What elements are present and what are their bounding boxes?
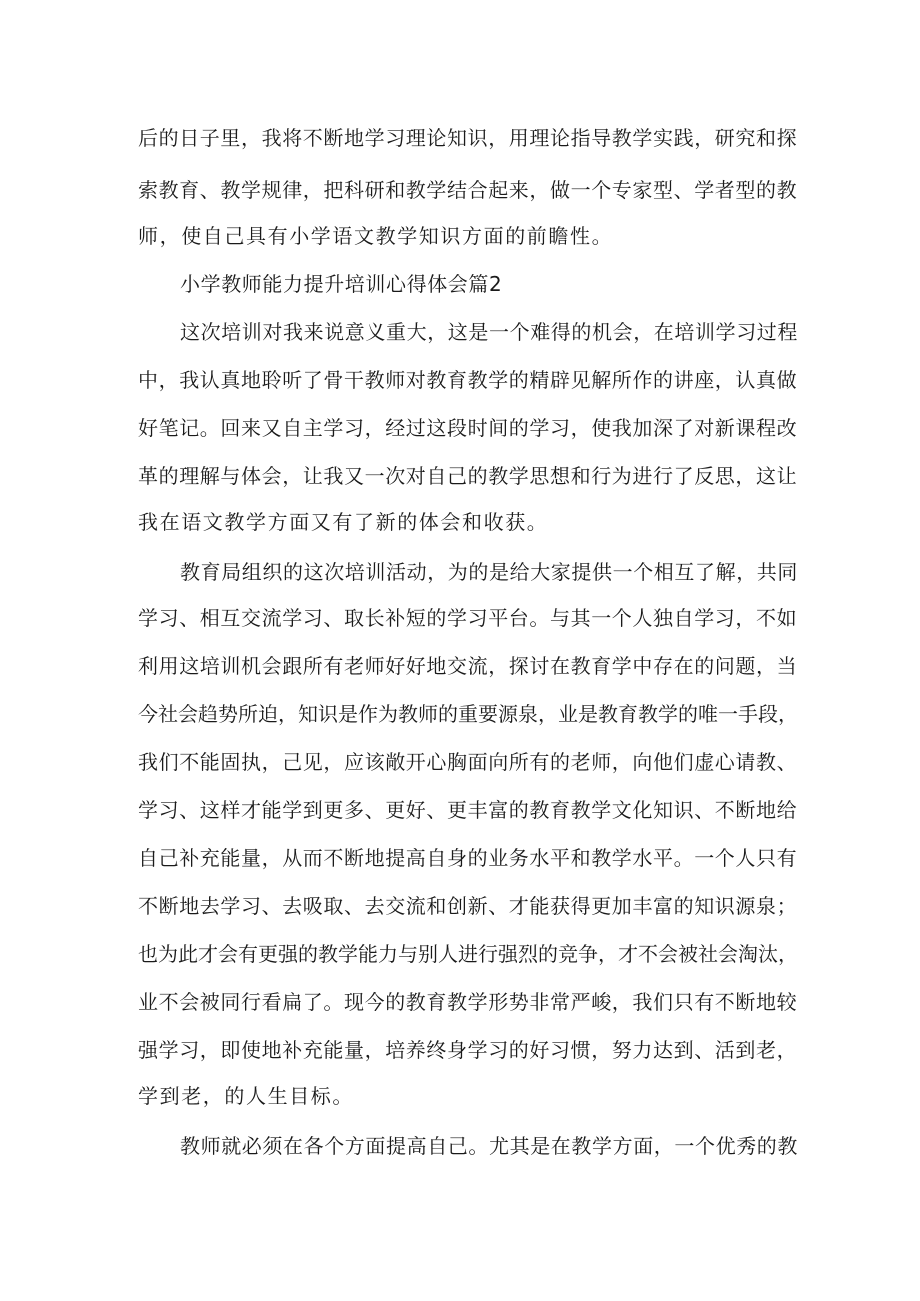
paragraph-3-line-4: 今社会趋势所迫，知识是作为教师的重要源泉，业是教育教学的唯一手段，: [138, 702, 798, 726]
paragraph-3-line-12: 学到老，的人生目标。: [138, 1084, 354, 1108]
paragraph-2-line-1: 这次培训对我来说意义重大，这是一个难得的机会，在培训学习过程: [180, 320, 798, 344]
paragraph-3-line-2: 学习、相互交流学习、取长补短的学习平台。与其一个人独自学习，不如: [138, 606, 798, 630]
paragraph-2-line-3: 好笔记。回来又自主学习，经过这段时间的学习，使我加深了对新课程改: [138, 416, 798, 440]
paragraph-2-line-2: 中，我认真地聆听了骨干教师对教育教学的精辟见解所作的讲座，认真做: [138, 368, 798, 392]
paragraph-1-line-1: 后的日子里，我将不断地学习理论知识，用理论指导教学实践，研究和探: [138, 126, 798, 150]
paragraph-3-line-5: 我们不能固执，己见，应该敞开心胸面向所有的老师，向他们虚心请教、: [138, 750, 798, 774]
section-heading: 小学教师能力提升培训心得体会篇2: [180, 272, 503, 296]
paragraph-3-line-8: 不断地去学习、去吸取、去交流和创新、才能获得更加丰富的知识源泉；: [138, 894, 798, 918]
paragraph-4-line-1: 教师就必须在各个方面提高自己。尤其是在教学方面，一个优秀的教: [180, 1134, 798, 1158]
paragraph-3-line-7: 自己补充能量，从而不断地提高自身的业务水平和教学水平。一个人只有: [138, 846, 798, 870]
paragraph-3-line-1: 教育局组织的这次培训活动，为的是给大家提供一个相互了解，共同: [180, 560, 798, 584]
paragraph-3-line-11: 强学习，即使地补充能量，培养终身学习的好习惯，努力达到、活到老，: [138, 1038, 798, 1062]
paragraph-2-line-4: 革的理解与体会，让我又一次对自己的教学思想和行为进行了反思，这让: [138, 464, 798, 488]
paragraph-1-line-2: 索教育、教学规律，把科研和教学结合起来，做一个专家型、学者型的教: [138, 178, 798, 202]
paragraph-3-line-10: 业不会被同行看扁了。现今的教育教学形势非常严峻，我们只有不断地较: [138, 990, 798, 1014]
paragraph-2-line-5: 我在语文教学方面又有了新的体会和收获。: [138, 510, 549, 534]
paragraph-3-line-3: 利用这培训机会跟所有老师好好地交流，探讨在教育学中存在的问题，当: [138, 654, 798, 678]
paragraph-3-line-6: 学习、这样才能学到更多、更好、更丰富的教育教学文化知识、不断地给: [138, 798, 798, 822]
paragraph-1-line-3: 师，使自己具有小学语文教学知识方面的前瞻性。: [138, 224, 614, 248]
paragraph-3-line-9: 也为此才会有更强的教学能力与别人进行强烈的竞争，才不会被社会淘汰，: [138, 942, 798, 966]
